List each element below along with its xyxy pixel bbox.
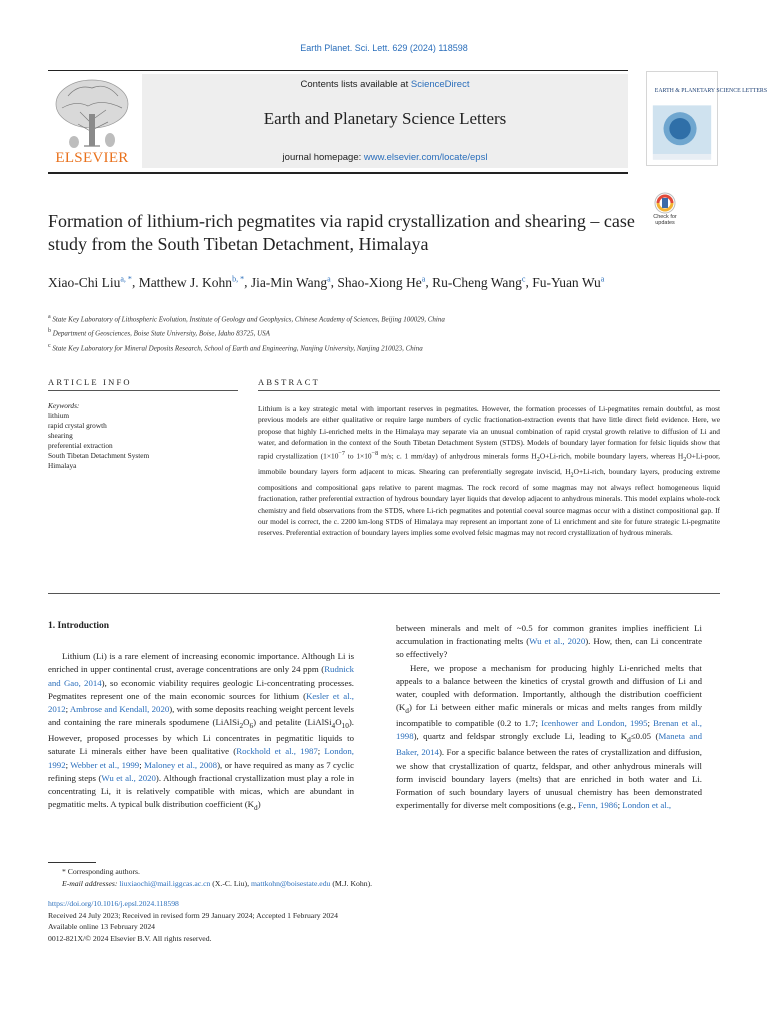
sciencedirect-link[interactable]: ScienceDirect bbox=[410, 79, 470, 90]
affiliation: $^a$ State Key Laboratory of Lithospheric Evolution, Institute of Geology and Geophysics, Chinese Academy of Sciences, Beijing 100029, China bbox=[48, 314, 445, 324]
abstract-rule bbox=[258, 390, 720, 391]
citation-link[interactable]: Wu et al., 2020 bbox=[529, 636, 586, 647]
journal-name: Earth and Planetary Science Letters bbox=[263, 109, 507, 128]
body-column-left bbox=[48, 620, 354, 814]
journal-cover-thumbnail[interactable] bbox=[646, 71, 768, 166]
author[interactable]: Jia-Min Wang$^a$ bbox=[250, 274, 331, 290]
header-top-rule bbox=[48, 70, 628, 71]
footnote-rule bbox=[48, 862, 96, 863]
doi-link[interactable]: https://doi.org/10.1016/j.epsl.2024.118598 bbox=[48, 899, 179, 908]
author[interactable]: Matthew J. Kohn$^{b, *}$ bbox=[138, 274, 245, 290]
article-info-rule bbox=[48, 390, 238, 391]
citation-link[interactable]: Wu et al., 2020 bbox=[101, 772, 156, 783]
keyword: rapid crystal growth bbox=[48, 421, 107, 430]
header-bottom-rule bbox=[48, 172, 628, 174]
affiliations bbox=[48, 311, 688, 354]
affiliation: $^c$ State Key Laboratory for Mineral Deposits Research, School of Earth and Engineering, Nanjing University, Nanjing 210023, China bbox=[48, 342, 423, 352]
keyword: Himalaya bbox=[48, 461, 77, 470]
publication-info bbox=[48, 898, 720, 944]
contents-prefix: Contents lists available at bbox=[300, 79, 411, 90]
citation-link[interactable]: Icenhower and London, 1995 bbox=[541, 718, 648, 729]
author[interactable]: Shao-Xiong He$^a$ bbox=[337, 274, 426, 290]
publisher-wordmark: ELSEVIER bbox=[55, 150, 129, 166]
citation-link[interactable]: Webber et al., 1999 bbox=[70, 759, 140, 770]
keywords-list bbox=[48, 401, 248, 471]
keyword: preferential extraction bbox=[48, 441, 113, 450]
keyword: shearing bbox=[48, 431, 73, 440]
check-for-updates-icon[interactable] bbox=[648, 192, 682, 234]
paragraph: Here, we propose a mechanism for producing highly Li-enriched melts that appeals to a balance between the kinetics of crystal growth and diffusion of Li and water, coupled with deformation. Importantly, although the distribution coefficient $(K_d)$ for Li between either mafic minerals or micas and melts ranges from mildly incompatible to compatible (0.2 to 1.7; Icenhower and London, 1995; Brenan et al., 1998), quartz and feldspar strongly exclude Li, leading to $K_d\le 0.05$ (Maneta and Baker, 2014). For a specific balance between the rates of crystallization and diffusion, we show that crystallization of quartz, feldspar, and other anhydrous minerals will form inviscid boundary layers (melts) that are enriched in both water and Li. Formation of such boundary layers of unusual chemistry has been demonstrated experimentally for diverse melt compositions (e.g., Fenn, 1986; London et al., bbox=[396, 662, 703, 811]
keyword: lithium bbox=[48, 411, 70, 420]
homepage-prefix: journal homepage: bbox=[282, 152, 364, 163]
available-online: Available online 13 February 2024 bbox=[48, 922, 156, 932]
affiliation: $^b$ Department of Geosciences, Boise State University, Boise, Idaho 83725, USA bbox=[48, 328, 270, 338]
email-link[interactable]: mattkohn@boisestate.edu bbox=[250, 879, 331, 888]
email-link[interactable]: liuxiaochi@mail.iggcas.ac.cn bbox=[119, 879, 211, 888]
citation-link[interactable]: London et al., bbox=[622, 800, 672, 811]
footnotes bbox=[48, 866, 720, 890]
contents-line bbox=[142, 79, 628, 90]
citation-link[interactable]: Rockhold et al., 1987 bbox=[236, 746, 318, 757]
email-footnote: E-mail addresses: liuxiaochi@mail.iggcas.ac.cn (X.-C. Liu), mattkohn@boisestate.edu (M.J. Kohn). bbox=[62, 879, 373, 888]
abstract-heading: ABSTRACT bbox=[258, 377, 320, 387]
citation-link[interactable]: Brenan et al., 1998 bbox=[396, 718, 703, 742]
received-dates: Received 24 July 2023; Received in revised form 29 January 2024; Accepted 1 February 2024 bbox=[48, 910, 338, 920]
keyword: South Tibetan Detachment System bbox=[48, 451, 150, 460]
author[interactable]: Fu-Yuan Wu$^a$ bbox=[532, 274, 605, 290]
homepage-line bbox=[142, 152, 628, 163]
citation-link[interactable]: Rudnick and Gao, 2014 bbox=[48, 664, 354, 688]
citation-link[interactable]: London, 1992 bbox=[48, 746, 354, 770]
article-title: Formation of lithium-rich pegmatites via rapid crystallization and shearing – case study from the South Tibetan Detachment, Himalaya bbox=[48, 211, 635, 254]
citation-link[interactable]: Maloney et al., 2008 bbox=[144, 759, 218, 770]
keywords-label: Keywords: bbox=[48, 401, 80, 410]
copyright: 0012-821X/© 2024 Elsevier B.V. All rights reserved. bbox=[48, 933, 212, 943]
author[interactable]: Xiao-Chi Liu$^{a, *}$ bbox=[48, 274, 132, 290]
author[interactable]: Ru-Cheng Wang$^c$ bbox=[432, 274, 526, 290]
citation-link[interactable]: Maneta and Baker, 2014 bbox=[396, 731, 703, 758]
abstract-text: Lithium is a key strategic metal with important reserves in pegmatites. However, the formation processes of Li-pegmatites remain doubtful, as most previous models are either qualitative or require large numbers of cyclic fractionation-extraction events that have little direct field evidence. Here, we propose that highly Li-enriched melts in the Himalaya may separate via an unusual combination of rapid crystal growth relative to diffusion of Li and water, and deformation in the context of the South Tibetan Detachment System (STDS). Models of boundary layer formation for felsic liquids show that rapid crystallization ($1\times 10^{-7}$ to $1\times 10^{-8}$ m/s; c. 1 mm/day) of anhydrous minerals forms $H_2O+Li$-rich, mobile boundary layers, whereas $H_2O+Li$-poor, immobile boundary layers form adjacent to micas. Shearing can preferentially segregate inviscid, $H_2O+Li$-rich, boundary layers, producing extreme compositions and compositional gaps relative to parent magmas. The rock record of some magmas may not always reflect homogeneous liquid fractionation, rather preferential extraction of hydrous boundary layer liquids that develop adjacent to anhydrous minerals. This model explains whole-rock chemistry and field observations from the STDS, where Li-rich pegmatites and potential coeval source magmas occur with a distinct compositional gap. If our model is correct, the c. 2200 km-long STDS of Himalaya may represent an important zone of Li enrichment and site for future strategic Li-pegmatite reserves. Preferential extraction of boundary layers implies some evolved felsic magmas may not record crystallization of hydrous minerals. bbox=[258, 404, 721, 538]
citation-link[interactable]: Fenn, 1986 bbox=[578, 800, 618, 811]
body-column-right bbox=[396, 622, 702, 812]
corresponding-footnote: * Corresponding authors. bbox=[62, 867, 140, 876]
paragraph: Lithium (Li) is a rare element of increasing economic importance. Although Li is enriched in upper continental crust, average concentrations are only 24 ppm (Rudnick and Gao, 2014), so economic viability requires geologic Li-concentrating processes. Pegmatites represent one of the main economic sources for lithium (Kesler et al., 2012; Ambrose and Kendall, 2020), with some deposits reaching weight percent levels and containing the rare minerals spodumene $(LiAlSi_2O_6)$ and petalite $(LiAlSi_4O_{10})$. However, proposed processes by which Li concentrates in pegmatitic liquids to saturate Li minerals either have been qualitative (Rockhold et al., 1987; London, 1992; Webber et al., 1999; Maloney et al., 2008), or have required as many as 7 cyclic refining steps (Wu et al., 2020). Although fractional crystallization must play a role in concentrating Li, it is relatively compatible with micas, which are abundant in pegmatitic melts. A typical bulk distribution coefficient $(K_d)$ bbox=[48, 651, 355, 812]
citation-link[interactable]: Kesler et al., 2012 bbox=[48, 690, 354, 715]
paragraph: between minerals and melt of ~0.5 for common granites implies inefficient Li accumulation in fractionating melts (Wu et al., 2020). How, then, can Li concentrate so effectively? bbox=[396, 623, 702, 660]
cover-title: EARTH & PLANETARY SCIENCE LETTERS bbox=[654, 87, 768, 94]
section-heading-introduction: 1. Introduction bbox=[48, 621, 110, 631]
check-for-updates-label[interactable]: Check for updates bbox=[653, 214, 677, 226]
abstract-bottom-rule bbox=[48, 593, 720, 594]
homepage-link[interactable]: www.elsevier.com/locate/epsl bbox=[363, 152, 488, 163]
citation-link[interactable]: Ambrose and Kendall, 2020 bbox=[69, 704, 170, 715]
journal-citation[interactable]: Earth Planet. Sci. Lett. 629 (2024) 118598 bbox=[300, 43, 468, 53]
author-list: Xiao-Chi Liu$^{a, *}$, Matthew J. Kohn$^{b, *}$, Jia-Min Wang$^a$, Shao-Xiong He$^a$, Ru-Cheng Wang$^c$, Fu-Yuan Wu$^a$ bbox=[48, 274, 605, 290]
article-info-heading: ARTICLE INFO bbox=[48, 377, 132, 387]
